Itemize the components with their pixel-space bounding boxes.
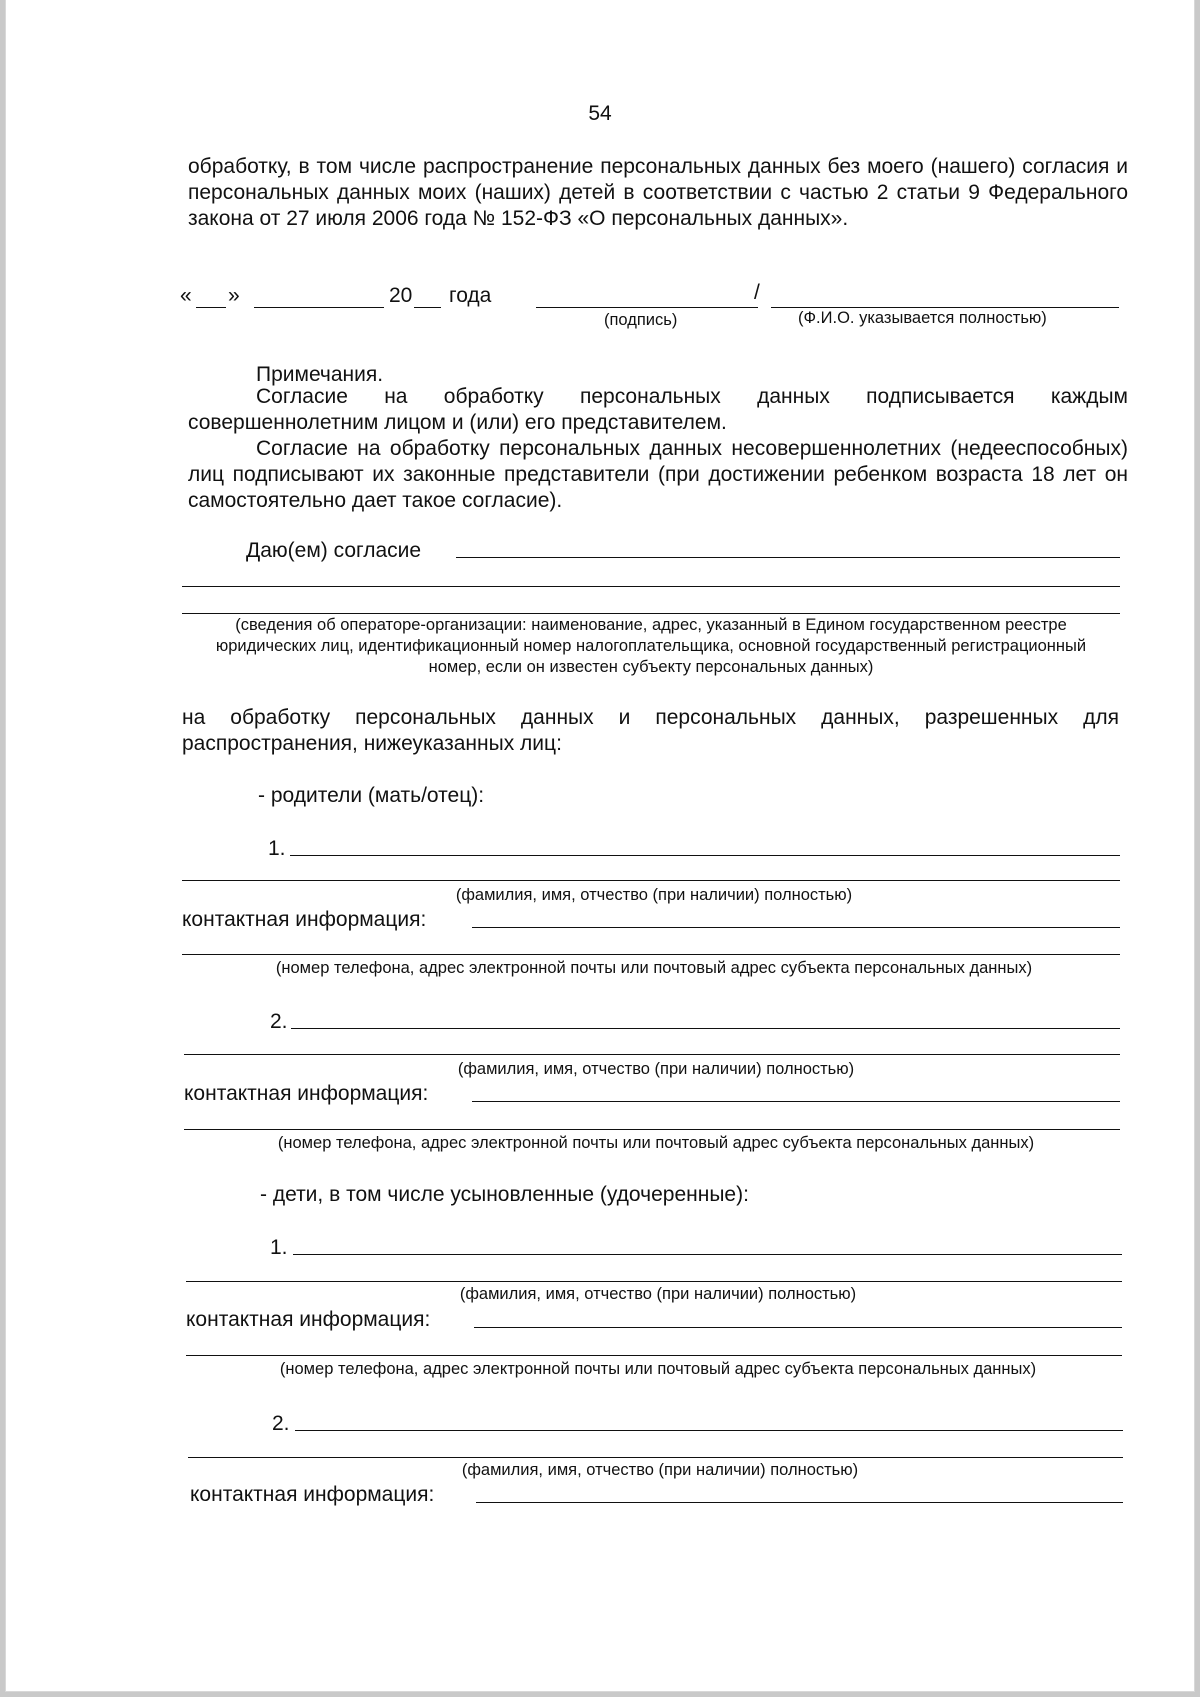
child-1-number: 1. [270, 1236, 288, 1259]
parent-1-name-field-2[interactable] [182, 880, 1120, 881]
child-2-name-caption: (фамилия, имя, отчество (при наличии) полностью) [461, 1461, 859, 1479]
signature-field[interactable] [536, 307, 758, 308]
purpose-paragraph: на обработку персональных данных и персональных данных, разрешенных для распространения, нижеуказанных лиц: [182, 706, 1119, 755]
parent-2-name-field-2[interactable] [184, 1054, 1120, 1055]
month-field[interactable] [254, 307, 384, 308]
document-page [6, 0, 1194, 1691]
date-close-quote: » [228, 284, 240, 307]
notes-title: Примечания. [256, 363, 384, 386]
parent-1-number: 1. [268, 837, 286, 860]
child-2-name-field[interactable] [295, 1430, 1123, 1431]
note-1: Согласие на обработку персональных данных подписывается каждым совершеннолетним лицом и (или) его представителем. [188, 385, 1128, 434]
fio-caption: (Ф.И.О. указывается полностью) [798, 309, 1047, 327]
operator-field-1[interactable] [456, 557, 1120, 558]
parent-1-name-field[interactable] [290, 855, 1120, 856]
parent-1-contact-label: контактная информация: [182, 908, 427, 931]
parent-1-contact-field[interactable] [472, 927, 1120, 928]
child-1-contact-field-2[interactable] [186, 1355, 1122, 1356]
child-1-contact-field[interactable] [474, 1327, 1122, 1328]
child-2-contact-label: контактная информация: [190, 1483, 435, 1506]
intro-paragraph: обработку, в том числе распространение персональных данных без моего (нашего) согласия и персональных данных моих (наших) детей в соответствии с частью 2 статьи 9 Федерального закона от 27 июля 2006 года № 152-ФЗ «О персональных данных». [188, 155, 1128, 230]
child-2-contact-field[interactable] [476, 1502, 1123, 1503]
child-1-contact-caption: (номер телефона, адрес электронной почты или почтовый адрес субъекта персональных данных) [279, 1360, 1037, 1378]
operator-caption: (сведения об операторе-организации: наименование, адрес, указанный в Едином государственном реестре юридических лиц, идентификационный номер налогоплательщика, основной государственный регистрационный номер, если он известен субъекту персональных данных) [215, 616, 1087, 676]
parent-1-contact-caption: (номер телефона, адрес электронной почты или почтовый адрес субъекта персональных данных) [275, 959, 1033, 977]
year-field[interactable] [414, 307, 441, 308]
parents-heading: - родители (мать/отец): [258, 784, 485, 807]
parent-2-contact-field-2[interactable] [184, 1129, 1120, 1130]
operator-field-3[interactable] [182, 613, 1120, 614]
consent-label: Даю(ем) согласие [246, 539, 422, 562]
child-1-name-caption: (фамилия, имя, отчество (при наличии) полностью) [459, 1285, 857, 1303]
parent-2-contact-label: контактная информация: [184, 1082, 429, 1105]
page-number: 54 [588, 102, 612, 125]
date-open-quote: « [180, 284, 192, 307]
parent-2-contact-caption: (номер телефона, адрес электронной почты или почтовый адрес субъекта персональных данных) [277, 1134, 1035, 1152]
parent-1-contact-field-2[interactable] [182, 954, 1120, 955]
parent-1-name-caption: (фамилия, имя, отчество (при наличии) полностью) [455, 886, 853, 904]
parent-2-number: 2. [270, 1010, 288, 1033]
day-field[interactable] [196, 307, 226, 308]
child-1-contact-label: контактная информация: [186, 1308, 431, 1331]
operator-field-2[interactable] [182, 586, 1120, 587]
child-2-name-field-2[interactable] [188, 1457, 1123, 1458]
child-2-number: 2. [272, 1412, 290, 1435]
children-heading: - дети, в том числе усыновленные (удочеренные): [260, 1183, 749, 1206]
child-1-name-field[interactable] [293, 1254, 1122, 1255]
signature-caption: (подпись) [604, 311, 678, 329]
parent-2-name-caption: (фамилия, имя, отчество (при наличии) полностью) [457, 1060, 855, 1078]
child-1-name-field-2[interactable] [186, 1281, 1122, 1282]
year-prefix: 20 [389, 284, 413, 307]
signature-slash: / [754, 281, 760, 304]
parent-2-name-field[interactable] [291, 1028, 1120, 1029]
note-2: Согласие на обработку персональных данных несовершеннолетних (недееспособных) лиц подписывают их законные представители (при достижении ребенком возраста 18 лет он самостоятельно дает такое согласие). [188, 437, 1128, 512]
parent-2-contact-field[interactable] [472, 1101, 1120, 1102]
year-suffix: года [449, 284, 492, 307]
